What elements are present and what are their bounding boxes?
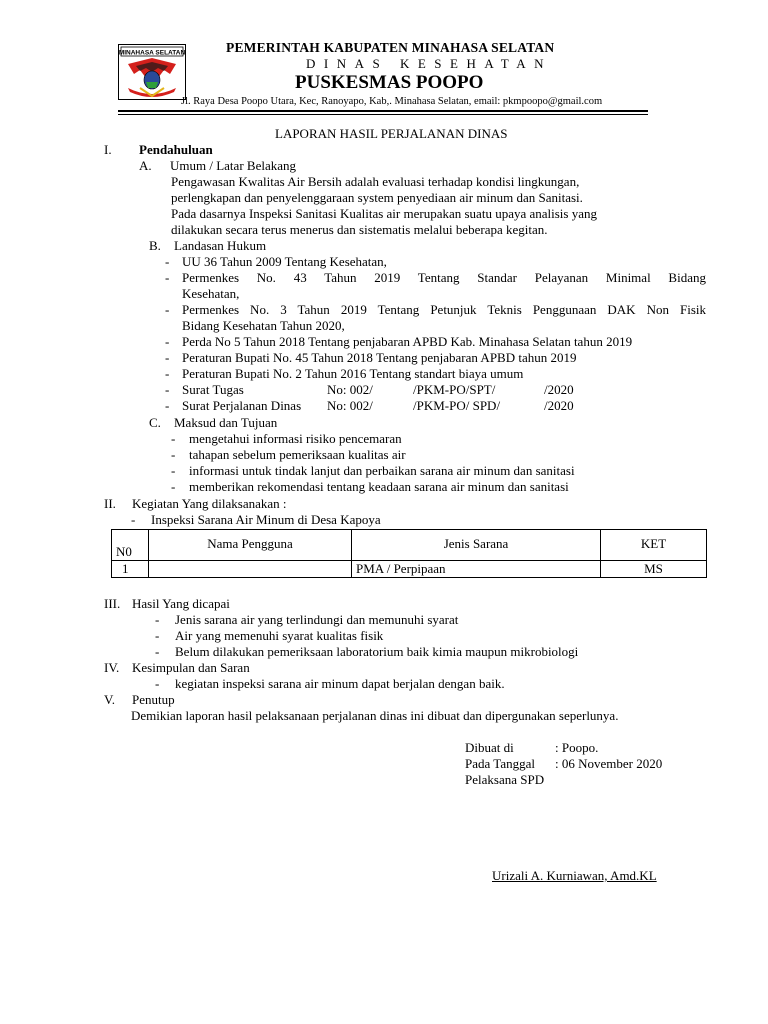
section2-number: II. [104, 496, 116, 511]
surat-tugas-label: Surat Tugas [182, 382, 244, 397]
section2-title: Kegiatan Yang dilaksanakan : [132, 496, 287, 511]
surat-perjalanan-year: /2020 [544, 398, 574, 413]
list-bullet: - [171, 447, 176, 462]
section4-title: Kesimpulan dan Saran [132, 660, 250, 675]
law-item: Permenkes No. 43 Tahun 2019 Tentang Standar Pelayanan Minimal Bidang [182, 270, 706, 285]
purpose-item: mengetahui informasi risiko pencemaran [189, 431, 402, 446]
law-item: Kesehatan, [182, 286, 240, 301]
section1b-number: B. [149, 238, 161, 253]
closing-text: Demikian laporan hasil pelaksanaan perjalanan dinas ini dibuat dan dipergunakan seperlunya. [131, 708, 619, 723]
section1a-line: dilakukan secara terus menerus dan sistematis melalui beberapa kegitan. [171, 222, 548, 237]
list-bullet: - [131, 512, 136, 527]
section1c-number: C. [149, 415, 161, 430]
section5-title: Penutup [132, 692, 175, 707]
date-value: : 06 November 2020 [555, 756, 663, 771]
law-item: Perda No 5 Tahun 2018 Tentang penjabaran APBD Kab. Minahasa Selatan tahun 2019 [182, 334, 633, 349]
purpose-item: memberikan rekomendasi tentang keadaan sarana air minum dan sanitasi [189, 479, 569, 494]
list-bullet: - [171, 431, 176, 446]
list-bullet: - [165, 398, 170, 413]
logo [118, 44, 186, 100]
section1a-number: A. [139, 158, 152, 173]
surat-perjalanan-code: /PKM-PO/ SPD/ [413, 398, 501, 413]
section1b-title: Landasan Hukum [174, 238, 267, 253]
surat-perjalanan-no: No: 002/ [327, 398, 373, 413]
letterhead-line2: DINAS KESEHATAN [306, 56, 552, 71]
result-item: Air yang memenuhi syarat kualitas fisik [175, 628, 384, 643]
law-item: Bidang Kesehatan Tahun 2020, [182, 318, 345, 333]
list-bullet: - [155, 644, 160, 659]
list-bullet: - [165, 270, 170, 285]
list-bullet: - [171, 479, 176, 494]
surat-tugas-year: /2020 [544, 382, 574, 397]
date-label: Pada Tanggal [465, 756, 535, 771]
section1a-line: Pada dasarnya Inspeksi Sanitasi Kualitas air merupakan suatu upaya analisis yang [171, 206, 597, 221]
page-title: LAPORAN HASIL PERJALANAN DINAS [275, 126, 508, 141]
law-item: Peraturan Bupati No. 45 Tahun 2018 Tentang penjabaran APBD tahun 2019 [182, 350, 577, 365]
letterhead-rule-thick [118, 110, 648, 112]
signer-role: Pelaksana SPD [465, 772, 545, 787]
list-bullet: - [165, 382, 170, 397]
section5-number: V. [104, 692, 115, 707]
section4-number: IV. [104, 660, 120, 675]
surat-perjalanan-label: Surat Perjalanan Dinas [182, 398, 302, 413]
table-cell: MS [601, 561, 707, 578]
section1a-line: perlengkapan dan penyelenggaraan system penyediaan air minum dan Sanitasi. [171, 190, 583, 205]
table-header: KET [601, 530, 707, 561]
table-row [112, 561, 707, 578]
logo-label: MINAHASA SELATAN [118, 49, 186, 57]
table-cell: 1 [112, 561, 149, 578]
signer-name: Urizali A. Kurniawan, Amd.KL [492, 868, 657, 883]
letterhead-rule-thin [118, 114, 648, 115]
purpose-item: tahapan sebelum pemeriksaan kualitas air [189, 447, 406, 462]
list-bullet: - [165, 302, 170, 317]
inspection-table [111, 529, 707, 578]
section1c-title: Maksud dan Tujuan [174, 415, 278, 430]
table-header: Jenis Sarana [352, 530, 601, 561]
section1-number: I. [104, 142, 112, 157]
list-bullet: - [155, 628, 160, 643]
law-item: Permenkes No. 3 Tahun 2019 Tentang Petunjuk Teknis Penggunaan DAK Non Fisik [182, 302, 706, 317]
list-bullet: - [165, 334, 170, 349]
letterhead-address: Jl. Raya Desa Poopo Utara, Kec, Ranoyapo, Kab,. Minahasa Selatan, email: pkmpoopo@gmail.com [181, 96, 603, 107]
list-bullet: - [165, 350, 170, 365]
list-bullet: - [165, 254, 170, 269]
section1a-line: Pengawasan Kwalitas Air Bersih adalah evaluasi terhadap kondisi lingkungan, [171, 174, 580, 189]
law-item: Peraturan Bupati No. 2 Tahun 2016 Tentang standart biaya umum [182, 366, 524, 381]
list-bullet: - [165, 366, 170, 381]
table-cell [149, 561, 352, 578]
made-at-label: Dibuat di [465, 740, 514, 755]
result-item: Jenis sarana air yang terlindungi dan memunuhi syarat [175, 612, 459, 627]
list-bullet: - [155, 612, 160, 627]
section2-subtitle: Inspeksi Sarana Air Minum di Desa Kapoya [151, 512, 381, 527]
table-header: Nama Pengguna [149, 530, 352, 561]
section3-title: Hasil Yang dicapai [132, 596, 230, 611]
section1-title: Pendahuluan [139, 142, 213, 157]
section3-number: III. [104, 596, 121, 611]
table-header: N0 [112, 530, 149, 561]
section1a-title: Umum / Latar Belakang [170, 158, 296, 173]
law-item: UU 36 Tahun 2009 Tentang Kesehatan, [182, 254, 387, 269]
table-cell: PMA / Perpipaan [352, 561, 601, 578]
letterhead-line1: PEMERINTAH KABUPATEN MINAHASA SELATAN [226, 40, 555, 55]
purpose-item: informasi untuk tindak lanjut dan perbaikan sarana air minum dan sanitasi [189, 463, 575, 478]
surat-tugas-code: /PKM-PO/SPT/ [413, 382, 496, 397]
made-at-value: : Poopo. [555, 740, 599, 755]
conclusion-item: kegiatan inspeksi sarana air minum dapat berjalan dengan baik. [175, 676, 505, 691]
table-header-row [112, 530, 707, 561]
list-bullet: - [171, 463, 176, 478]
list-bullet: - [155, 676, 160, 691]
result-item: Belum dilakukan pemeriksaan laboratorium baik kimia maupun mikrobiologi [175, 644, 579, 659]
surat-tugas-no: No: 002/ [327, 382, 373, 397]
letterhead-line3: PUSKESMAS POOPO [295, 72, 484, 93]
